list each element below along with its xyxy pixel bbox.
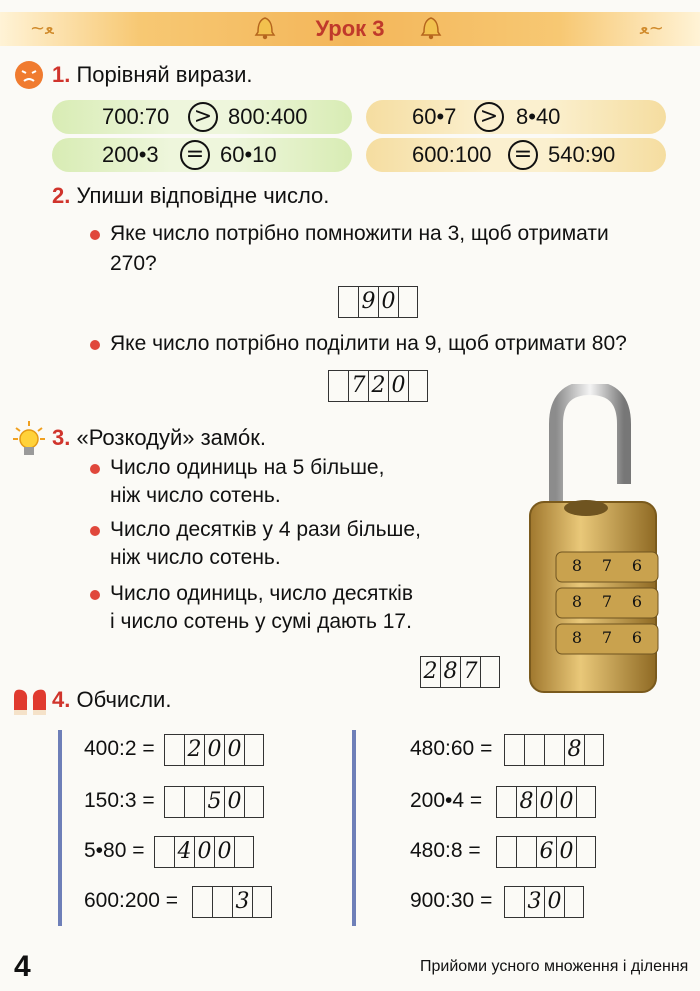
compare-left-expr: 700:70: [102, 104, 170, 129]
compare-sign[interactable]: =: [180, 140, 210, 170]
bullet: [90, 590, 100, 600]
compare-right-expr: 60•10: [220, 142, 277, 167]
answer-digit: 0: [556, 787, 576, 817]
answer-digit: 9: [358, 287, 378, 317]
grid-cell: [496, 787, 516, 817]
compare-right-expr: 800:400: [228, 104, 308, 129]
calc-expression: 400:2 =: [84, 737, 155, 760]
answer-digit: 0: [556, 837, 576, 867]
grid-cell: [252, 887, 272, 917]
grid-cell: [338, 287, 358, 317]
answer-grid[interactable]: [504, 734, 604, 766]
answer-grid[interactable]: [192, 886, 272, 918]
clue-text: ніж число сотень.: [110, 546, 281, 569]
compare-sign[interactable]: >: [188, 102, 218, 132]
compare-left-expr: 60•7: [412, 104, 457, 129]
answer-grid[interactable]: [504, 886, 584, 918]
answer-digit: 8: [440, 657, 460, 687]
clue-text: ніж число сотень.: [110, 484, 281, 507]
lock-digit: 6: [631, 628, 643, 647]
compare-right-expr: 540:90: [548, 142, 616, 167]
task3-heading: [52, 424, 266, 452]
column-divider: [58, 730, 62, 926]
answer-digit: 0: [224, 735, 244, 765]
column-divider: [352, 730, 356, 926]
lock-digit: 8: [571, 592, 583, 611]
compare-sign[interactable]: =: [508, 140, 538, 170]
question-text: Яке число потрібно помножити на 3, щоб отримати: [110, 222, 609, 245]
grid-cell: [504, 887, 524, 917]
lock-digit: 7: [601, 628, 613, 647]
answer-grid[interactable]: [164, 786, 264, 818]
task1-title: Порівняй вирази.: [76, 62, 253, 87]
calc-expression: 480:8 =: [410, 839, 481, 862]
ornament-left: ~ﻌ: [30, 18, 54, 39]
grid-cell: [184, 787, 204, 817]
answer-digit: 4: [174, 837, 194, 867]
grid-cell: [564, 887, 584, 917]
lock-digit: 7: [601, 556, 613, 575]
answer-digit: 3: [524, 887, 544, 917]
answer-digit: 0: [214, 837, 234, 867]
thinking-face-icon: [14, 60, 44, 90]
ornament-right: ﻌ~: [640, 18, 664, 39]
compare-left-expr: 600:100: [412, 142, 492, 167]
lock-dial-row: [562, 592, 652, 611]
answer-grid[interactable]: [496, 836, 596, 868]
grid-cell: [480, 657, 500, 687]
grid-cell: [544, 735, 564, 765]
lock-digit: 8: [571, 628, 583, 647]
answer-grid[interactable]: [164, 734, 264, 766]
bullet: [90, 464, 100, 474]
grid-cell: [164, 735, 184, 765]
grid-cell: [504, 735, 524, 765]
lock-digit: 8: [571, 556, 583, 575]
lock-digit: 7: [601, 592, 613, 611]
grid-cell: [154, 837, 174, 867]
answer-digit: 0: [544, 887, 564, 917]
bullet: [90, 526, 100, 536]
clue-text: Число десятків у 4 рази більше,: [110, 518, 421, 541]
answer-digit: 0: [194, 837, 214, 867]
answer-grid[interactable]: [338, 286, 418, 318]
task2-heading: [52, 182, 329, 210]
answer-digit: 8: [516, 787, 536, 817]
clue-text: Число одиниць на 5 більше,: [110, 456, 385, 479]
calc-expression: 200•4 =: [410, 789, 483, 812]
answer-digit: 5: [204, 787, 224, 817]
answer-digit: 2: [184, 735, 204, 765]
grid-cell: [524, 735, 544, 765]
answer-digit: 7: [348, 371, 368, 401]
page-number: 4: [14, 950, 31, 983]
lock-digit: 6: [631, 592, 643, 611]
task1-number: 1.: [52, 62, 71, 87]
answer-digit: 3: [232, 887, 252, 917]
calc-expression: 480:60 =: [410, 737, 493, 760]
task4-title: Обчисли.: [76, 687, 172, 712]
grid-cell: [192, 887, 212, 917]
task2-number: 2.: [52, 183, 71, 208]
answer-grid[interactable]: [496, 786, 596, 818]
answer-grid[interactable]: [154, 836, 254, 868]
grid-cell: [164, 787, 184, 817]
calc-expression: 600:200 =: [84, 889, 179, 912]
grid-cell: [244, 787, 264, 817]
task4-heading: [52, 686, 171, 714]
answer-digit: 7: [460, 657, 480, 687]
grid-cell: [408, 371, 428, 401]
answer-digit: 2: [420, 657, 440, 687]
combination-padlock-icon: [520, 384, 668, 700]
grid-cell: [212, 887, 232, 917]
answer-grid[interactable]: [420, 656, 500, 688]
lock-dial-row: [562, 628, 652, 647]
grid-cell: [328, 371, 348, 401]
lock-dial-row: [562, 556, 652, 575]
answer-digit: 0: [204, 735, 224, 765]
grid-cell: [234, 837, 254, 867]
grid-cell: [516, 837, 536, 867]
lesson-title: Урок 3: [315, 16, 385, 41]
answer-grid[interactable]: [328, 370, 428, 402]
calc-expression: 900:30 =: [410, 889, 493, 912]
mittens-icon: [10, 686, 50, 716]
compare-sign[interactable]: >: [474, 102, 504, 132]
compare-left-expr: 200•3: [102, 142, 159, 167]
answer-digit: 0: [536, 787, 556, 817]
calc-expression: 150:3 =: [84, 789, 155, 812]
task2-title: Упиши відповідне число.: [76, 183, 330, 208]
grid-cell: [576, 787, 596, 817]
lightbulb-icon: [12, 420, 46, 460]
clue-text: і число сотень у сумі дають 17.: [110, 610, 412, 633]
grid-cell: [584, 735, 604, 765]
grid-cell: [496, 837, 516, 867]
lock-digit: 6: [631, 556, 643, 575]
question-text: Яке число потрібно поділити на 9, щоб отримати 80?: [110, 332, 627, 355]
calc-expression: 5•80 =: [84, 839, 145, 862]
grid-cell: [398, 287, 418, 317]
grid-cell: [244, 735, 264, 765]
task1-heading: [52, 61, 253, 89]
answer-digit: 0: [224, 787, 244, 817]
clue-text: Число одиниць, число десятків: [110, 582, 414, 605]
task3-title: «Розкодуй» замóк.: [76, 425, 267, 450]
answer-digit: 0: [388, 371, 408, 401]
grid-cell: [576, 837, 596, 867]
task3-number: 3.: [52, 425, 71, 450]
task4-number: 4.: [52, 687, 71, 712]
bullet: [90, 230, 100, 240]
question-text: 270?: [110, 252, 157, 275]
answer-digit: 0: [378, 287, 398, 317]
compare-right-expr: 8•40: [516, 104, 561, 129]
answer-digit: 6: [536, 837, 556, 867]
bullet: [90, 340, 100, 350]
answer-digit: 8: [564, 735, 584, 765]
answer-digit: 2: [368, 371, 388, 401]
section-footer: Прийоми усного множення і ділення: [420, 958, 689, 975]
